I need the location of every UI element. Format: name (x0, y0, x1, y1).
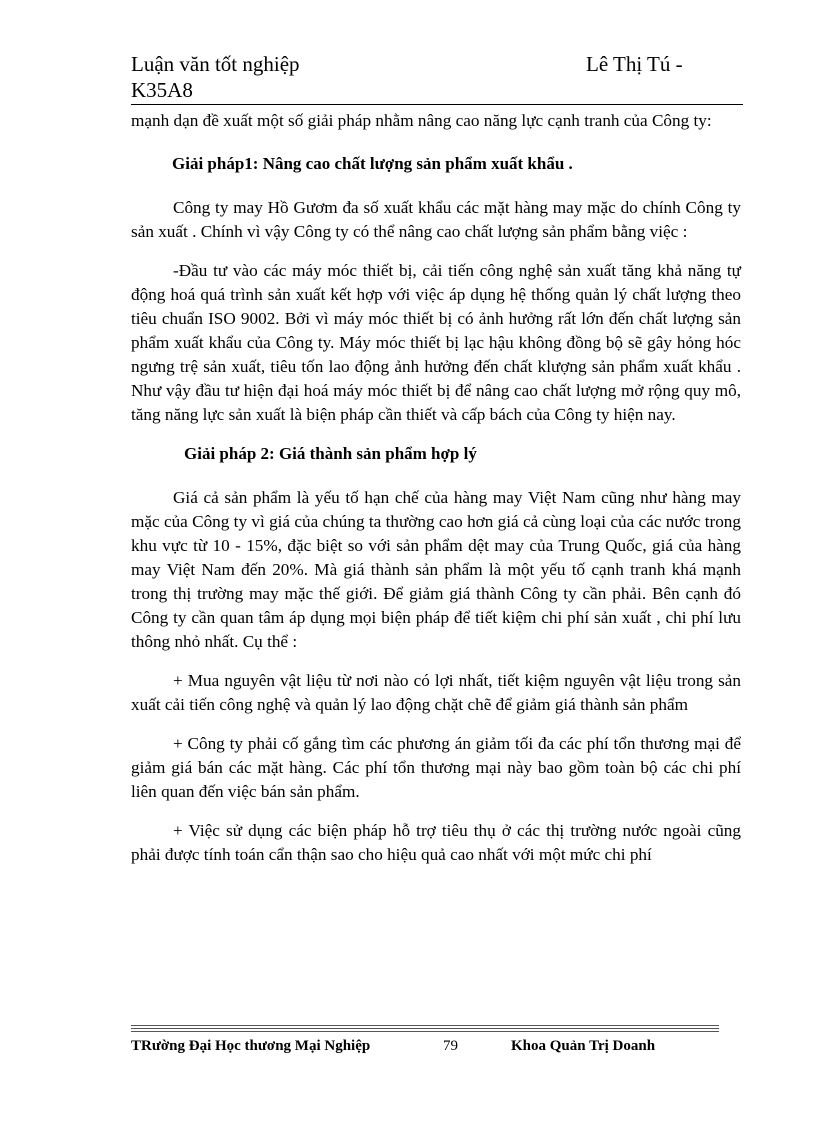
footer-divider-middle (131, 1028, 719, 1029)
paragraph-4: + Mua nguyên vật liệu từ nơi nào có lợi nhất, tiết kiệm nguyên vật liệu trong sản xuất cải tiến công nghệ và quản lý lao động chặt chẽ để giảm giá thành sản phẩm (131, 671, 741, 714)
solution-2-heading: Giải pháp 2: Giá thành sản phẩm hợp lý (184, 444, 477, 463)
header-left-text: Luận văn tốt nghiệp K35A8 (131, 52, 300, 102)
paragraph-3: Giá cả sản phẩm là yếu tố hạn chế của hàng may Việt Nam cũng như hàng may mặc của Công ty vì giá của chúng ta thường cao hơn giá cả cùng loại của các nước trong khu vực từ 10 - 15%, đặc biệt so với sản phẩm dệt may của Trung Quốc, giá của hàng may Việt Nam đến 20%. Mà giá thành sản phẩm là một yếu tố cạnh tranh khá mạnh trong thị trường may mặc thế giới. Để giảm giá thành Công ty cần phải. Bên cạnh đó Công ty cần quan tâm áp dụng mọi biện pháp để tiết kiệm chi phí sản xuất , chi phí lưu thông nhỏ nhất. Cụ thể : (131, 488, 741, 651)
paragraph-1: Công ty may Hồ Gươm đa số xuất khẩu các mặt hàng may mặc do chính Công ty sản xuất . Chính vì vậy Công ty có thể nâng cao chất lượng sản phẩm bằng việc : (131, 198, 741, 241)
header-right-text: Lê Thị Tú - (586, 52, 683, 76)
solution-1-heading: Giải pháp1: Nâng cao chất lượng sản phẩm xuất khẩu . (172, 154, 573, 173)
footer-university: TRường Đại Học thương Mại Nghiệp (131, 1038, 371, 1054)
footer-faculty: Khoa Quản Trị Doanh (511, 1038, 656, 1054)
paragraph-2: -Đầu tư vào các máy móc thiết bị, cải tiến công nghệ sản xuất tăng khả năng tự động hoá quá trình sản xuất kết hợp với việc áp dụng hệ thống quản lý chất lượng theo tiêu chuẩn ISO 9002. Bởi vì máy móc thiết bị có ảnh hưởng rất lớn đến chất lượng sản phẩm xuất khẩu của Công ty. Máy móc thiết bị lạc hậu không đồng bộ sẽ gây hỏng hóc ngưng trệ sản xuất, tiêu tốn lao động ảnh hưởng đến chất klượng sản phẩm xuất khẩu . Như vậy đầu tư hiện đại hoá máy móc thiết bị để nâng cao chất lượng mở rộng quy mô, tăng năng lực sản xuất là biện pháp cần thiết và cấp bách của Công ty hiện nay. (131, 261, 741, 424)
paragraph-6: + Việc sử dụng các biện pháp hỗ trợ tiêu thụ ở các thị trường nước ngoài cũng phải được tính toán cẩn thận sao cho hiệu quả cao nhất với một mức chi phí (131, 821, 741, 864)
page-number: 79 (443, 1038, 458, 1054)
header-divider (131, 104, 743, 105)
paragraph-5: + Công ty phải cố gắng tìm các phương án giảm tối đa các phí tổn thương mại để giảm giá bán các mặt hàng. Các phí tổn thương mại này bao gồm toàn bộ các chi phí liên quan đến việc bán sản phẩm. (131, 734, 741, 801)
footer-divider-top (131, 1025, 719, 1026)
footer-divider-bottom (131, 1031, 719, 1032)
intro-paragraph: mạnh dạn đề xuất một số giải pháp nhằm nâng cao năng lực cạnh tranh của Công ty: (131, 111, 712, 130)
page-body (131, 109, 741, 882)
